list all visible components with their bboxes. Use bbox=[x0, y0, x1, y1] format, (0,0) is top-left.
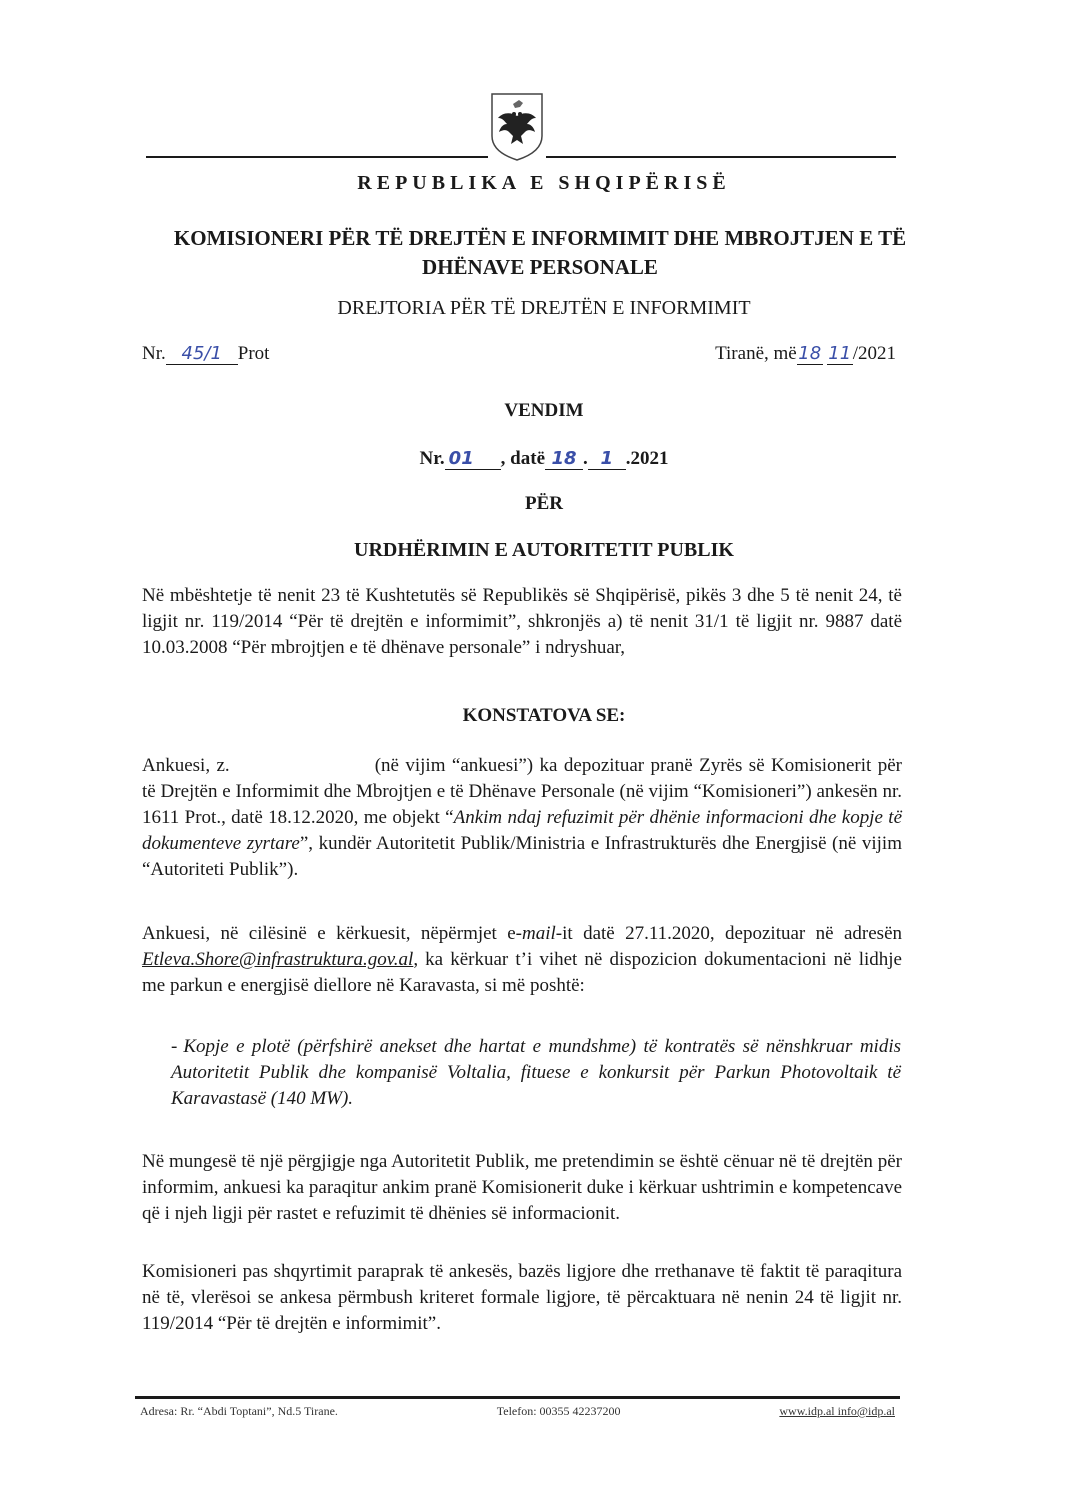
bullet-dash: - bbox=[171, 1036, 178, 1057]
decision-month-handwritten: 1 bbox=[588, 448, 626, 470]
directorate-name: DREJTORIA PËR TË DREJTËN E INFORMIMIT bbox=[337, 297, 751, 319]
republic-title: REPUBLIKA E SHQIPËRISË bbox=[357, 172, 731, 194]
email-link[interactable]: Etleva.Shore@infrastruktura.gov.al bbox=[142, 949, 414, 970]
decision-year: .2021 bbox=[625, 448, 669, 469]
complaint-object: Ankim ndaj refuzimit për dhënie informacioni dhe kopje të dokumenteve zyrtare bbox=[142, 807, 903, 854]
decision-number-date: Nr. 01 , datë 18 . 1 .2021 bbox=[419, 448, 669, 469]
decision-nr-handwritten: 01 bbox=[445, 448, 501, 470]
p3-start: Ankuesi, në cilësinë e kërkuesit, nëpërmjet e- bbox=[142, 923, 522, 944]
protocol-prot-label: Prot bbox=[237, 343, 270, 364]
footer-phone: Telefon: 00355 42237200 bbox=[496, 1404, 621, 1418]
decision-nr-label: Nr. bbox=[419, 448, 445, 469]
header-rule-left bbox=[146, 156, 488, 158]
header-rule-right bbox=[546, 156, 896, 158]
city-label: Tiranë, më bbox=[715, 343, 797, 364]
decision-date-label: , datë bbox=[500, 448, 545, 469]
p3-mail: mail bbox=[522, 923, 556, 944]
p3-mid: -it datë 27.11.2020, depozituar në adresën bbox=[555, 923, 902, 944]
protocol-nr-label: Nr. bbox=[142, 343, 166, 364]
bullet-text: Kopje e plotë (përfshirë anekset dhe hartat e mundshme) të kontratës së nënshkruar midis Autoritetit Publik dhe kompanisë Voltalia, fituese e konkursit për Parkun Photovoltaik të Karavastasë (140 MW). bbox=[171, 1036, 901, 1109]
footer-rule bbox=[135, 1396, 900, 1399]
complaint-paragraph bbox=[142, 753, 902, 883]
decision-subject: URDHËRIMIN E AUTORITETIT PUBLIK bbox=[354, 539, 734, 561]
legal-basis-paragraph: Në mbështetje të nenit 23 të Kushtetutës së Republikës së Shqipërisë, pikës 3 dhe 5 të nenit 24, të ligjit nr. 119/2014 “Për të drejtën e informimit”, shkronjës a) të nenit 31/1 të ligjit nr. 9887 datë 10.03.2008 “Për mbrojtjen e të dhënave personale” i ndryshuar, bbox=[142, 585, 902, 658]
decision-per: PËR bbox=[525, 493, 563, 514]
appeal-paragraph: Në mungesë të një përgjigje nga Autoritetit Publik, me pretendimin se është cënuar në të drejtën për informim, ankuesi ka paraqitur ankim pranë Komisionerit duke i kërkuar ushtrimin e kompetencave që i njeh ligji për rastet e refuzimit të dhënies së informacionit. bbox=[142, 1151, 902, 1224]
protocol-nr-handwritten: 45/1 bbox=[166, 343, 238, 365]
date-month-handwritten: 11 bbox=[828, 343, 852, 364]
findings-heading: KONSTATOVA SE: bbox=[462, 705, 626, 726]
p2-start: Ankuesi, z. bbox=[142, 755, 230, 776]
date-day-handwritten: 18 bbox=[798, 343, 822, 364]
assessment-paragraph: Komisioneri pas shqyrtimit paraprak të ankesës, bazës ligjore dhe rrethanave të faktit të paraqitura në të, vlerësoi se ankesa përmbush kriteret formale ligjore, të përcaktuara në nenin 24 të ligjit nr. 119/2014 “Për të drejtën e informimit”. bbox=[142, 1261, 902, 1334]
city-date bbox=[715, 343, 896, 365]
p2-end: ”, kundër Autoritetit Publik/Ministria e Infrastrukturës dhe Energjisë (në vijim “Autoriteti Publik”). bbox=[142, 833, 902, 880]
request-paragraph bbox=[142, 921, 902, 999]
date-year: /2021 bbox=[852, 343, 896, 364]
requested-document-item bbox=[171, 1034, 901, 1112]
institution-name: KOMISIONERI PËR TË DREJTËN E INFORMIMIT DHE MBROJTJEN E TË DHËNAVE PERSONALE bbox=[173, 226, 907, 279]
decision-day-handwritten: 18 bbox=[545, 448, 583, 470]
decision-title: VENDIM bbox=[504, 400, 584, 421]
albanian-coat-of-arms-icon bbox=[489, 92, 545, 162]
footer-links[interactable]: www.idp.al info@idp.al bbox=[779, 1404, 895, 1418]
p2-mid: (në vijim “ankuesi”) ka depozituar pranë Zyrës së Komisionerit për të Drejtën e Informimit dhe Mbrojtjen e të Dhënave Personale (në vijim “Komisioneri”) ankesën nr. 1611 Prot., datë 18.12.2020, me objekt “ bbox=[142, 755, 902, 828]
footer bbox=[140, 1404, 895, 1419]
protocol-number bbox=[142, 343, 269, 365]
p3-end: , ka kërkuar t’i vihet në dispozicion dokumentacioni në lidhje me parkun e energjisë diellore në Karavasta, si më poshtë: bbox=[142, 949, 902, 996]
footer-address: Adresa: Rr. “Abdi Toptani”, Nd.5 Tirane. bbox=[140, 1404, 338, 1418]
